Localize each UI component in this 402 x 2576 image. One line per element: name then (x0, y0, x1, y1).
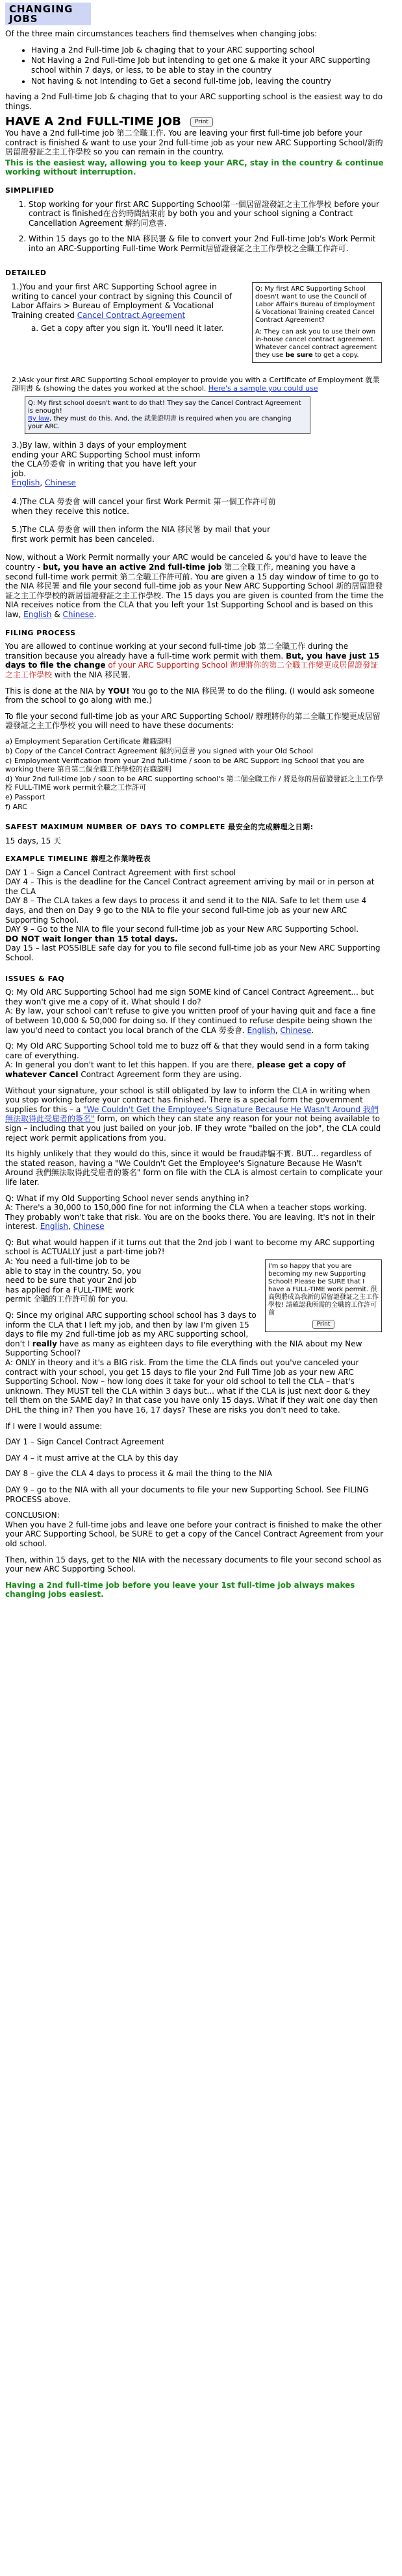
faq-question: Q: My first ARC Supporting School doesn't want to use the Council of Labor Affair's Bureau of Employment & Vocational Training created Cancel Contract Agreement? (255, 286, 375, 324)
step-5: 5.)The CLA 勞委會 will then inform the NIA 移民署 by mail that your first work permit has been canceled. (12, 525, 271, 544)
list-item: 1. Stop working for your first ARC Supporting School第一個居留證發証之主工作學校 before your contract is finished在合約時間結束前 by both you and your school signing a Contract Cancellation Agreement 解約同意書. (29, 200, 384, 228)
have-2nd-title-text: HAVE A 2nd FULL-TIME JOB (5, 115, 181, 129)
english-link[interactable]: English (23, 609, 52, 619)
timeline-line: DAY 9 – Go to the NIA to file your second full-time job as your New ARC Supporting School. (5, 925, 359, 934)
faq-a1: A: By law, your school can't refuse to give you written proof of your having quit and face a fine of between 10,000 & 50,000 for doing so. If they continued to refuse despite being shown the law you'd need to contact you local branch of the CLA 勞委會. English, Chinese. (5, 1006, 376, 1035)
timeline-line: DAY 4 – This is the deadline for the Cancel Contract agreement arriving by mail or in person at the CLA (5, 877, 375, 896)
without-signature-para: Without your signature, your school is still obligated by law to inform the CLA in writing when you stop working before your contract has finished. There is a special form the government supplies for this – a "We Couldn't Get the Employee's Signature Because He Wasn't Around 我們無法取得此受雇者的簽名" form, on which they can state any reason for your not being available to sign – including that you just bailed on your job. IF they wrote "bailed on the job", the CLA could reject work permit applications from you. (5, 1086, 381, 1143)
section-header: CHANGING JOBS (5, 3, 91, 25)
faq-a2: A: In general you don't want to let this happen. If you are there, please get a copy of whatever Cancel Contract Agreement form they are using. (5, 1060, 346, 1079)
conclusion-highlight: Having a 2nd full-time job before you leave your 1st full-time job always makes changing jobs easiest. (5, 1580, 355, 1599)
issues-heading: ISSUES & FAQ (5, 974, 65, 983)
list-item: • Not Having a 2nd Full-time Job but intending to get one & make it your ARC supporting school within 7 days, or less, to be able to stay in the country (31, 56, 384, 75)
intro-lead: Of the three main circumstances teachers find themselves when changing jobs: (5, 29, 318, 39)
faq-q5: Q: Since my original ARC supporting school school has 3 days to inform the CLA that I left my job, and then by law I'm given 15 days to file my 2nd full-time job as my ARC supporting school, don't I really have as many as eighteen days to file everything with the NIA about my New Supporting School? (5, 1311, 362, 1358)
faq-q4: Q: But what would happen if it turns out that the 2nd job I want to become my ARC supporting school is ACTUALLY just a part-time job?! (5, 1237, 375, 1257)
intro-summary: having a 2nd Full-time Job & chaging that to your ARC supporting school is the easiest way to do things. (5, 92, 383, 111)
conclusion-p2: Then, within 15 days, get to the NIA with the necessary documents to file your second school as your new ARC Supporting School. (5, 1555, 382, 1574)
conclusion-p1: When you have 2 full-time jobs and leave one before your contract is finished to make the other your ARC Supporting School, be SURE to get a copy of the Cancel Contract Agreement from your old school. (5, 1520, 384, 1548)
faq-box-certificate (25, 396, 310, 434)
faq-box-cancel-contract (252, 282, 382, 363)
english-link[interactable]: English (247, 1025, 275, 1035)
print-button[interactable]: Print (190, 117, 213, 127)
timeline-line: DAY 8 – The CLA takes a few days to process it and send it to the NIA. Safe to let them use 4 days, and then on Day 9 go to the NIA to file your second full-time job as your new ARC Supporting School. (5, 896, 367, 925)
cancel-contract-link[interactable]: Cancel Contract Agreement (77, 310, 186, 320)
intro-list (5, 45, 384, 86)
faq-a4: A: You need a full-time job to be able to stay in the country. So, you need to be sure that your 2nd job has applied for a FULL-TIME work permit 全職的工作許可前 for you. (5, 1257, 142, 1304)
list-item: • Not having & not Intending to Get a second full-time job, leaving the country (31, 77, 384, 86)
by-law-link[interactable]: By law (28, 415, 50, 423)
chinese-link[interactable]: Chinese (73, 1222, 105, 1232)
step-1: 1.)You and your first ARC Supporting School agree in writing to cancel your contract by signing this Council of Labor Affairs > Bureau of Employment & Vocational Training created Cancel Contract Agreement (12, 282, 232, 320)
faq-answer: A: They can ask you to use their own in-house cancel contract agreement. Whatever cancel contract agreement they use be sure to get a copy. (255, 328, 377, 359)
step-2: 2.)Ask your first ARC Supporting School employer to provide you with a Certificate of Employment 就業證明書 & (showing the dates you worked at the school. Here's a sample you could use (12, 376, 380, 393)
list-item: f) ARC (5, 802, 27, 811)
safest-value: 15 days, 15 天 (5, 836, 62, 845)
faq-a5: A: ONLY in theory and it's a BIG risk. From the time the CLA finds out you've canceled your contract with your school, you get 15 days to file your 2nd Full Time Job as your new ARC Supporting School. Now – how long does it take for your old school to tell the CLA – that's unknown. They MUST tell the CLA within 3 days but... what if the CLA is just next door & they tell them on the SAME day? In that case you have only 15 days. What if they wait one day then DHL the thing in? Then you have 16, 17 days? These are risks you don't need to take. (5, 1358, 378, 1415)
faq-q2: Q: My Old ARC Supporting School told me to buzz off & that they would send in a form taking care of everything. (5, 1041, 370, 1060)
sample-link[interactable]: Here's a sample you could use (208, 384, 318, 393)
faq-question: Q: My first school doesn't want to do that! They say the Cancel Contract Agreement is enough! (28, 400, 301, 415)
detailed-heading: DETAILED (5, 269, 47, 278)
list-item: • Having a 2nd Full-time Job & chaging that to your ARC supporting school (31, 45, 384, 55)
documents-list (5, 737, 384, 811)
chinese-link[interactable]: Chinese (62, 609, 94, 619)
faq-a3: A: There's a 30,000 to 150,000 fine for not informing the CLA when a teacher stops working. They probably won't take that risk. You are on the books there. You are leaving. It's not in their interest. English, Chinese (5, 1203, 375, 1232)
english-link[interactable]: English (12, 478, 40, 488)
faq-q3: Q: What if my Old Supporting School never sends anything in? (5, 1193, 249, 1203)
have-2nd-body: You have a 2nd full-time job 第二全職工作. You are leaving your first full-time job before your contract is finished & want to use your 2nd full-time job as your new ARC Supporting School/新的居留證發証之主工作學校 so you can remain in the country. (5, 128, 383, 157)
assume-item: DAY 4 – it must arrive at the CLA by this day (5, 1453, 179, 1463)
filing-p3: To file your second full-time job as your ARC Supporting School/ 辦理將你的第二全職工作變更成居留證發証之主工作學校 you will need to have these documents: (5, 711, 381, 731)
timeline-line: DAY 1 – Sign a Cancel Contract Agreement with first school (5, 868, 236, 877)
step-4: 4.)The CLA 勞委會 will cancel your first Work Permit 第一個工作許可前 when they receive this notice. (12, 497, 276, 516)
timeline-line: Day 15 – last POSSIBLE safe day for you to file second full-time job as your New ARC Supporting School. (5, 943, 381, 963)
filing-p1: You are allowed to continue working at your second full-time job 第二全職工作 during the transition because you already have a full-time work permit with them. But, you have just 15 days to file the change of your ARC Supporting School 辦理將你的第二全職工作變更成居留證發証之主工作學校 with the NIA 移民署. (5, 642, 380, 679)
assume-item: DAY 9 – go to the NIA with all your documents to file your new Supporting School. See FILING PROCESS above. (5, 1485, 369, 1504)
timeline (5, 868, 384, 963)
filing-heading: FILING PROCESS (5, 628, 76, 637)
example-heading: EXAMPLE TIMELINE 辦理之作業時程表 (5, 855, 151, 864)
unlikely-para: Its highly unlikely that they would do this, since it would be fraud詐騙不實. BUT... regardless of the stated reason, having a "We Couldn't Get the Employee's Signature Because He Wasn't Around 我們無法取得此受雇者的簽名" form on file with the CLA is almost certain to complicate your life later. (5, 1149, 383, 1187)
simplified-steps (5, 200, 384, 254)
filing-p2: This is done at the NIA by YOU! You go to the NIA 移民署 to do the filing. (I would ask someone from the school to go along with me.) (5, 686, 375, 705)
timeline-warning: DO NOT wait longer than 15 total days. (5, 934, 178, 943)
list-item: b) Copy of the Cancel Contract Agreement 解約同意書 you signed with your Old School (5, 746, 313, 755)
aside-note-box (265, 1259, 382, 1332)
couldnt-get-signature-link[interactable]: "We Couldn't Get the Employee's Signature Because He Wasn't Around 我們無法取得此受雇者的簽名" (5, 1104, 379, 1124)
list-item: 2. Within 15 days go to the NIA 移民署 & file to convert your 2nd Full-time Job's Work Permit into an ARC-Supporting Full-time Work Permit居留證發証之主工作學校之全職工作許可. (29, 234, 384, 253)
list-item: e) Passport (5, 792, 45, 801)
print-button[interactable]: Print (312, 1320, 335, 1329)
assume-item: DAY 8 – give the CLA 4 days to process it & mail the thing to the NIA (5, 1469, 273, 1479)
simplified-heading: SIMPLIFIED (5, 186, 55, 195)
have-2nd-title (5, 117, 384, 127)
list-item: a) Employment Separation Certificate 離職證明 (5, 736, 171, 746)
faq-answer: By law, they must do this. And, the 就業證明書 is required when you are changing your ARC. (28, 415, 292, 431)
chinese-link[interactable]: Chinese (280, 1025, 312, 1035)
english-link[interactable]: English (40, 1222, 69, 1232)
list-item: d) Your 2nd full-time job / soon to be ARC supporting school's 第二個全職工作 / 將是你的居留證發証之主工作學校 FULL-TIME work permit全職之工作許可 (5, 774, 384, 792)
detailed-after: Now, without a Work Permit normally your ARC would be canceled & you'd have to leave the country - but, you have an active 2nd full-time job 第二全職工作, meaning you have a second full-time work permit 第二全職工作許可前. You are given a 15 day window of time to go to the NIA 移民署 and file your second full-time job as your New ARC Supporting School 新的居留證發証之主工作學校的新居留證發証之主工作學校. The 15 days you are given is counted from the time the NIA receives notice from the CLA that you left your 1st Supporting School and is based on this law, English & Chinese. (5, 553, 384, 619)
aside-note: I'm so happy that you are becoming my new Supporting School! Please be SURE that I have a FULL-TIME work permit. 很高興將成為我新的居留證發証之主工作學校! 請確認我所需的全職的工作許可前 (268, 1263, 379, 1317)
step-1a: a. Get a copy after you sign it. You'll need it later. (31, 324, 224, 334)
faq-q1: Q: My Old ARC Supporting School had me sign SOME kind of Cancel Contract Agreement... but they won't give me a copy of it. What should I do? (5, 988, 374, 1006)
conclusion-heading: CONCLUSION: (5, 1511, 60, 1520)
chinese-link[interactable]: Chinese (44, 478, 76, 488)
step-3: 3.)By law, within 3 days of your employment ending your ARC Supporting School must inform the CLA勞委會 in writing that you have left your job. English, Chinese (12, 441, 201, 488)
list-item: c) Employment Verification from your 2nd full-time / soon to be ARC Support ing School that you are working there 第自第二個全職工作學校的在職證明 (5, 756, 364, 773)
safest-heading: SAFEST MAXIMUM NUMBER OF DAYS TO COMPLETE 最安全的完成辦理之日期: (5, 822, 314, 831)
assume-lead: If I were I would assume: (5, 1421, 103, 1431)
assume-item: DAY 1 – Sign Cancel Contract Agreement (5, 1437, 165, 1447)
have-2nd-highlight: This is the easiest way, allowing you to keep your ARC, stay in the country & continue working without interruption. (5, 158, 384, 177)
